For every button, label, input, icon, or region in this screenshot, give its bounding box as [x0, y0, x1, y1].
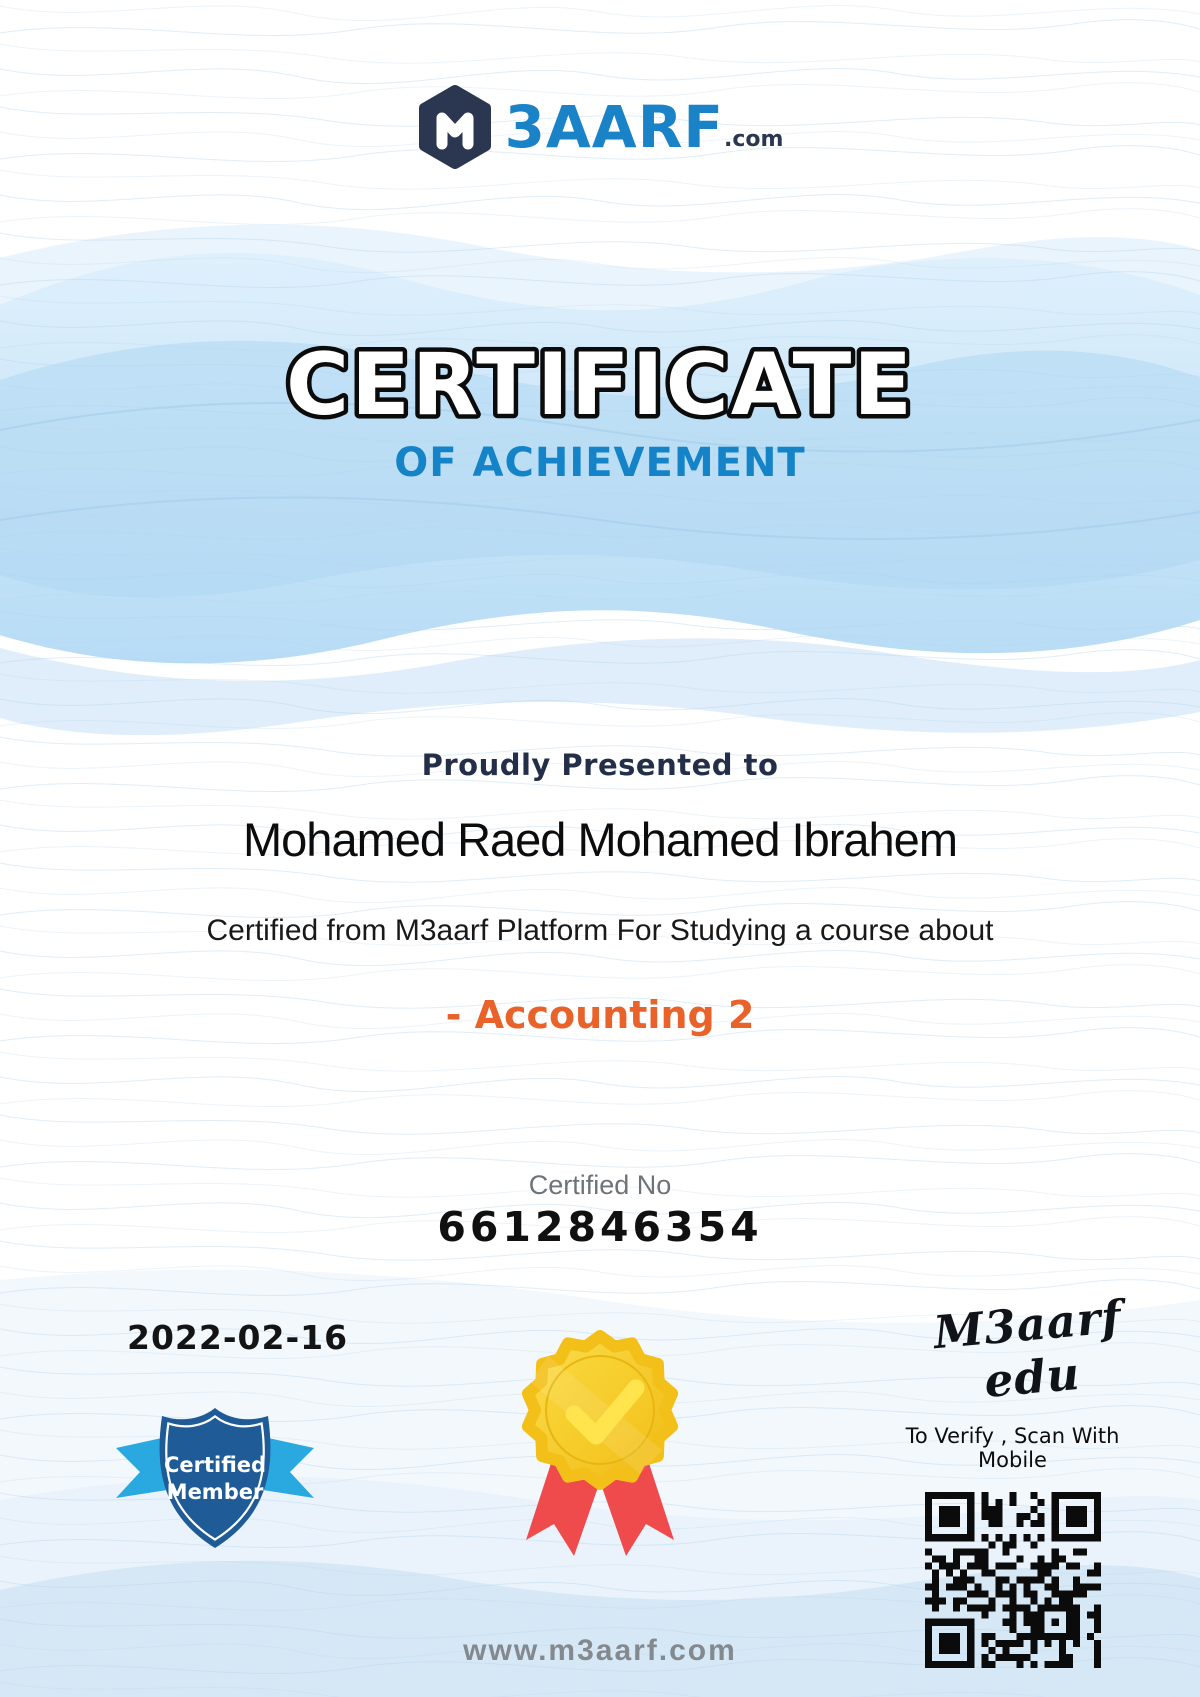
issue-date: 2022-02-16 — [127, 1318, 349, 1357]
certified-no-label: Certified No — [528, 1170, 672, 1200]
brand-wordmark — [504, 93, 784, 161]
m3aarf-hexagon-icon — [417, 84, 493, 170]
website-url: www.m3aarf.com — [463, 1634, 737, 1667]
presented-to-label: Proudly Presented to — [421, 748, 779, 782]
certificate-title: CERTIFICATE — [285, 335, 915, 435]
course-description: Certified from M3aarf Platform For Studying a course about — [206, 914, 994, 947]
brand-tld: .com — [723, 127, 784, 152]
m3aarf-logo — [0, 84, 1200, 170]
verify-hint: To Verify , Scan With Mobile — [905, 1424, 1120, 1472]
certified-member-badge — [110, 1386, 320, 1576]
course-name: - Accounting 2 — [445, 993, 755, 1037]
signature-text: M3aarf edu — [931, 1289, 1124, 1408]
certified-no-value: 6612846354 — [437, 1203, 763, 1251]
certificate-subtitle: OF ACHIEVEMENT — [394, 440, 806, 486]
recipient-name: Mohamed Raed Mohamed Ibrahem — [243, 813, 957, 866]
certificate-headline — [0, 316, 1200, 446]
badge-text-line2: Member — [166, 1480, 264, 1504]
brand-name: 3AARF — [504, 93, 724, 161]
badge-text-line1: Certified — [163, 1453, 267, 1477]
medal-icon — [478, 1318, 722, 1568]
shield-icon — [160, 1408, 271, 1548]
